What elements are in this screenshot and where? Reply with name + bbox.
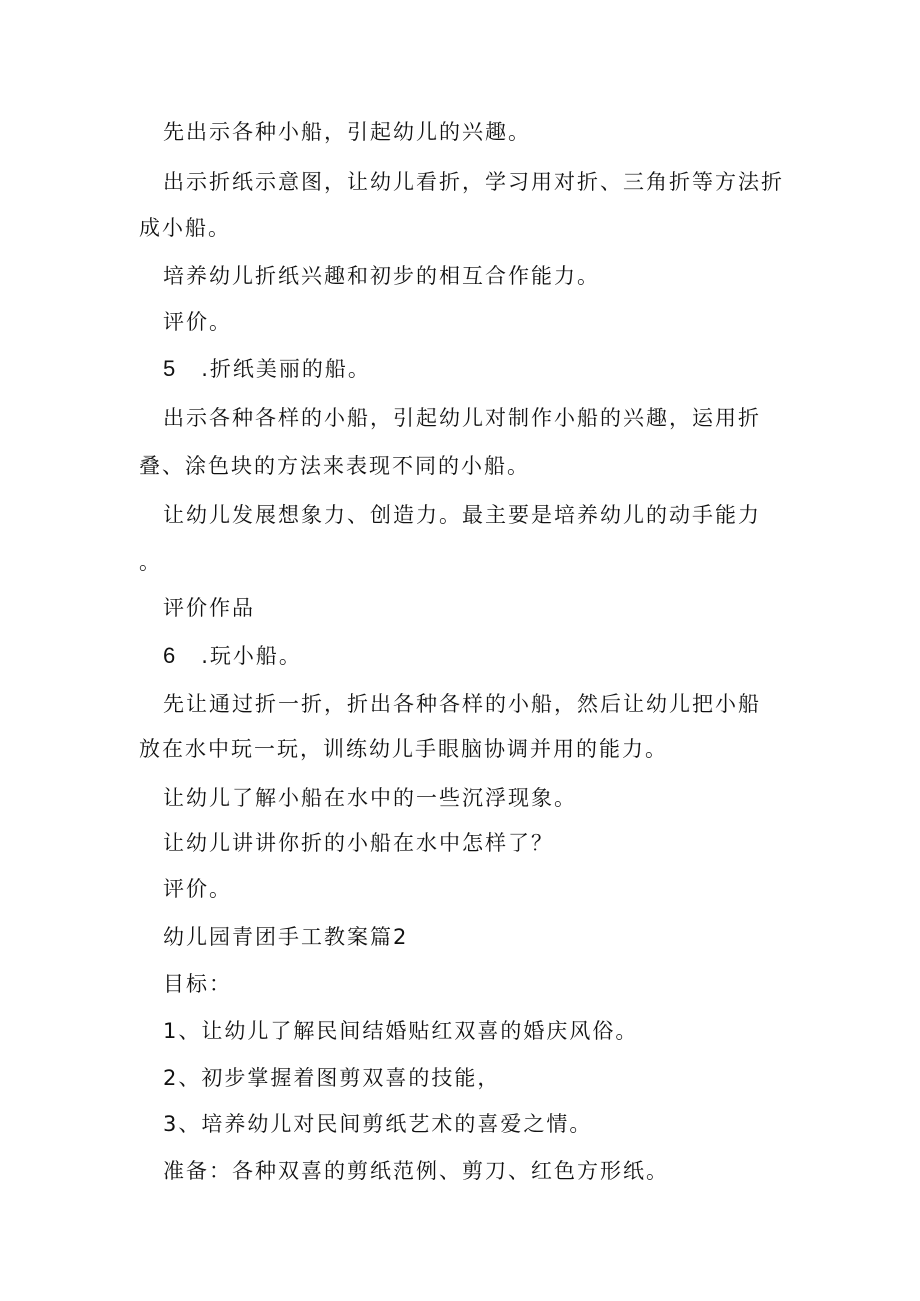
section-number: 5 (163, 356, 176, 381)
section-title: .玩小船。 (201, 644, 302, 668)
paragraph: 先出示各种小船，引起幼儿的兴趣。 (163, 120, 531, 144)
paragraph: 培养幼儿折纸兴趣和初步的相互合作能力。 (163, 264, 600, 288)
section-title: .折纸美丽的船。 (201, 357, 371, 381)
list-item: 1、让幼儿了解民间结婚贴红双喜的婚庆风俗。 (163, 1019, 639, 1043)
paragraph: 准备：各种双喜的剪纸范例、剪刀、红色方形纸。 (163, 1159, 669, 1183)
paragraph: 出示折纸示意图，让幼儿看折，学习用对折、三角折等方法折 (163, 170, 784, 194)
section-heading (163, 355, 371, 383)
paragraph: 让幼儿了解小船在水中的一些沉浮现象。 (163, 786, 577, 810)
section-heading (163, 642, 302, 670)
paragraph: 出示各种各样的小船，引起幼儿对制作小船的兴趣，运用折 (163, 406, 761, 430)
paragraph: 评价作品 (163, 596, 255, 620)
section-number: 6 (163, 643, 176, 668)
paragraph: 评价。 (163, 310, 232, 334)
list-item: 2、初步掌握着图剪双喜的技能， (163, 1066, 501, 1090)
paragraph: 让幼儿讲讲你折的小船在水中怎样了？ (163, 831, 554, 855)
paragraph-continuation: 。 (139, 550, 162, 574)
list-item: 3、培养幼儿对民间剪纸艺术的喜爱之情。 (163, 1112, 593, 1136)
paragraph-continuation: 成小船。 (139, 216, 231, 240)
paragraph: 先让通过折一折，折出各种各样的小船，然后让幼儿把小船 (163, 692, 761, 716)
paragraph: 目标： (163, 972, 232, 996)
paragraph-continuation: 叠、涂色块的方法来表现不同的小船。 (139, 454, 530, 478)
paragraph: 让幼儿发展想象力、创造力。最主要是培养幼儿的动手能力 (163, 503, 761, 527)
paragraph: 评价。 (163, 877, 232, 901)
paragraph-continuation: 放在水中玩一玩，训练幼儿手眼脑协调并用的能力。 (139, 737, 668, 761)
document-heading: 幼儿园青团手工教案篇2 (163, 925, 409, 949)
